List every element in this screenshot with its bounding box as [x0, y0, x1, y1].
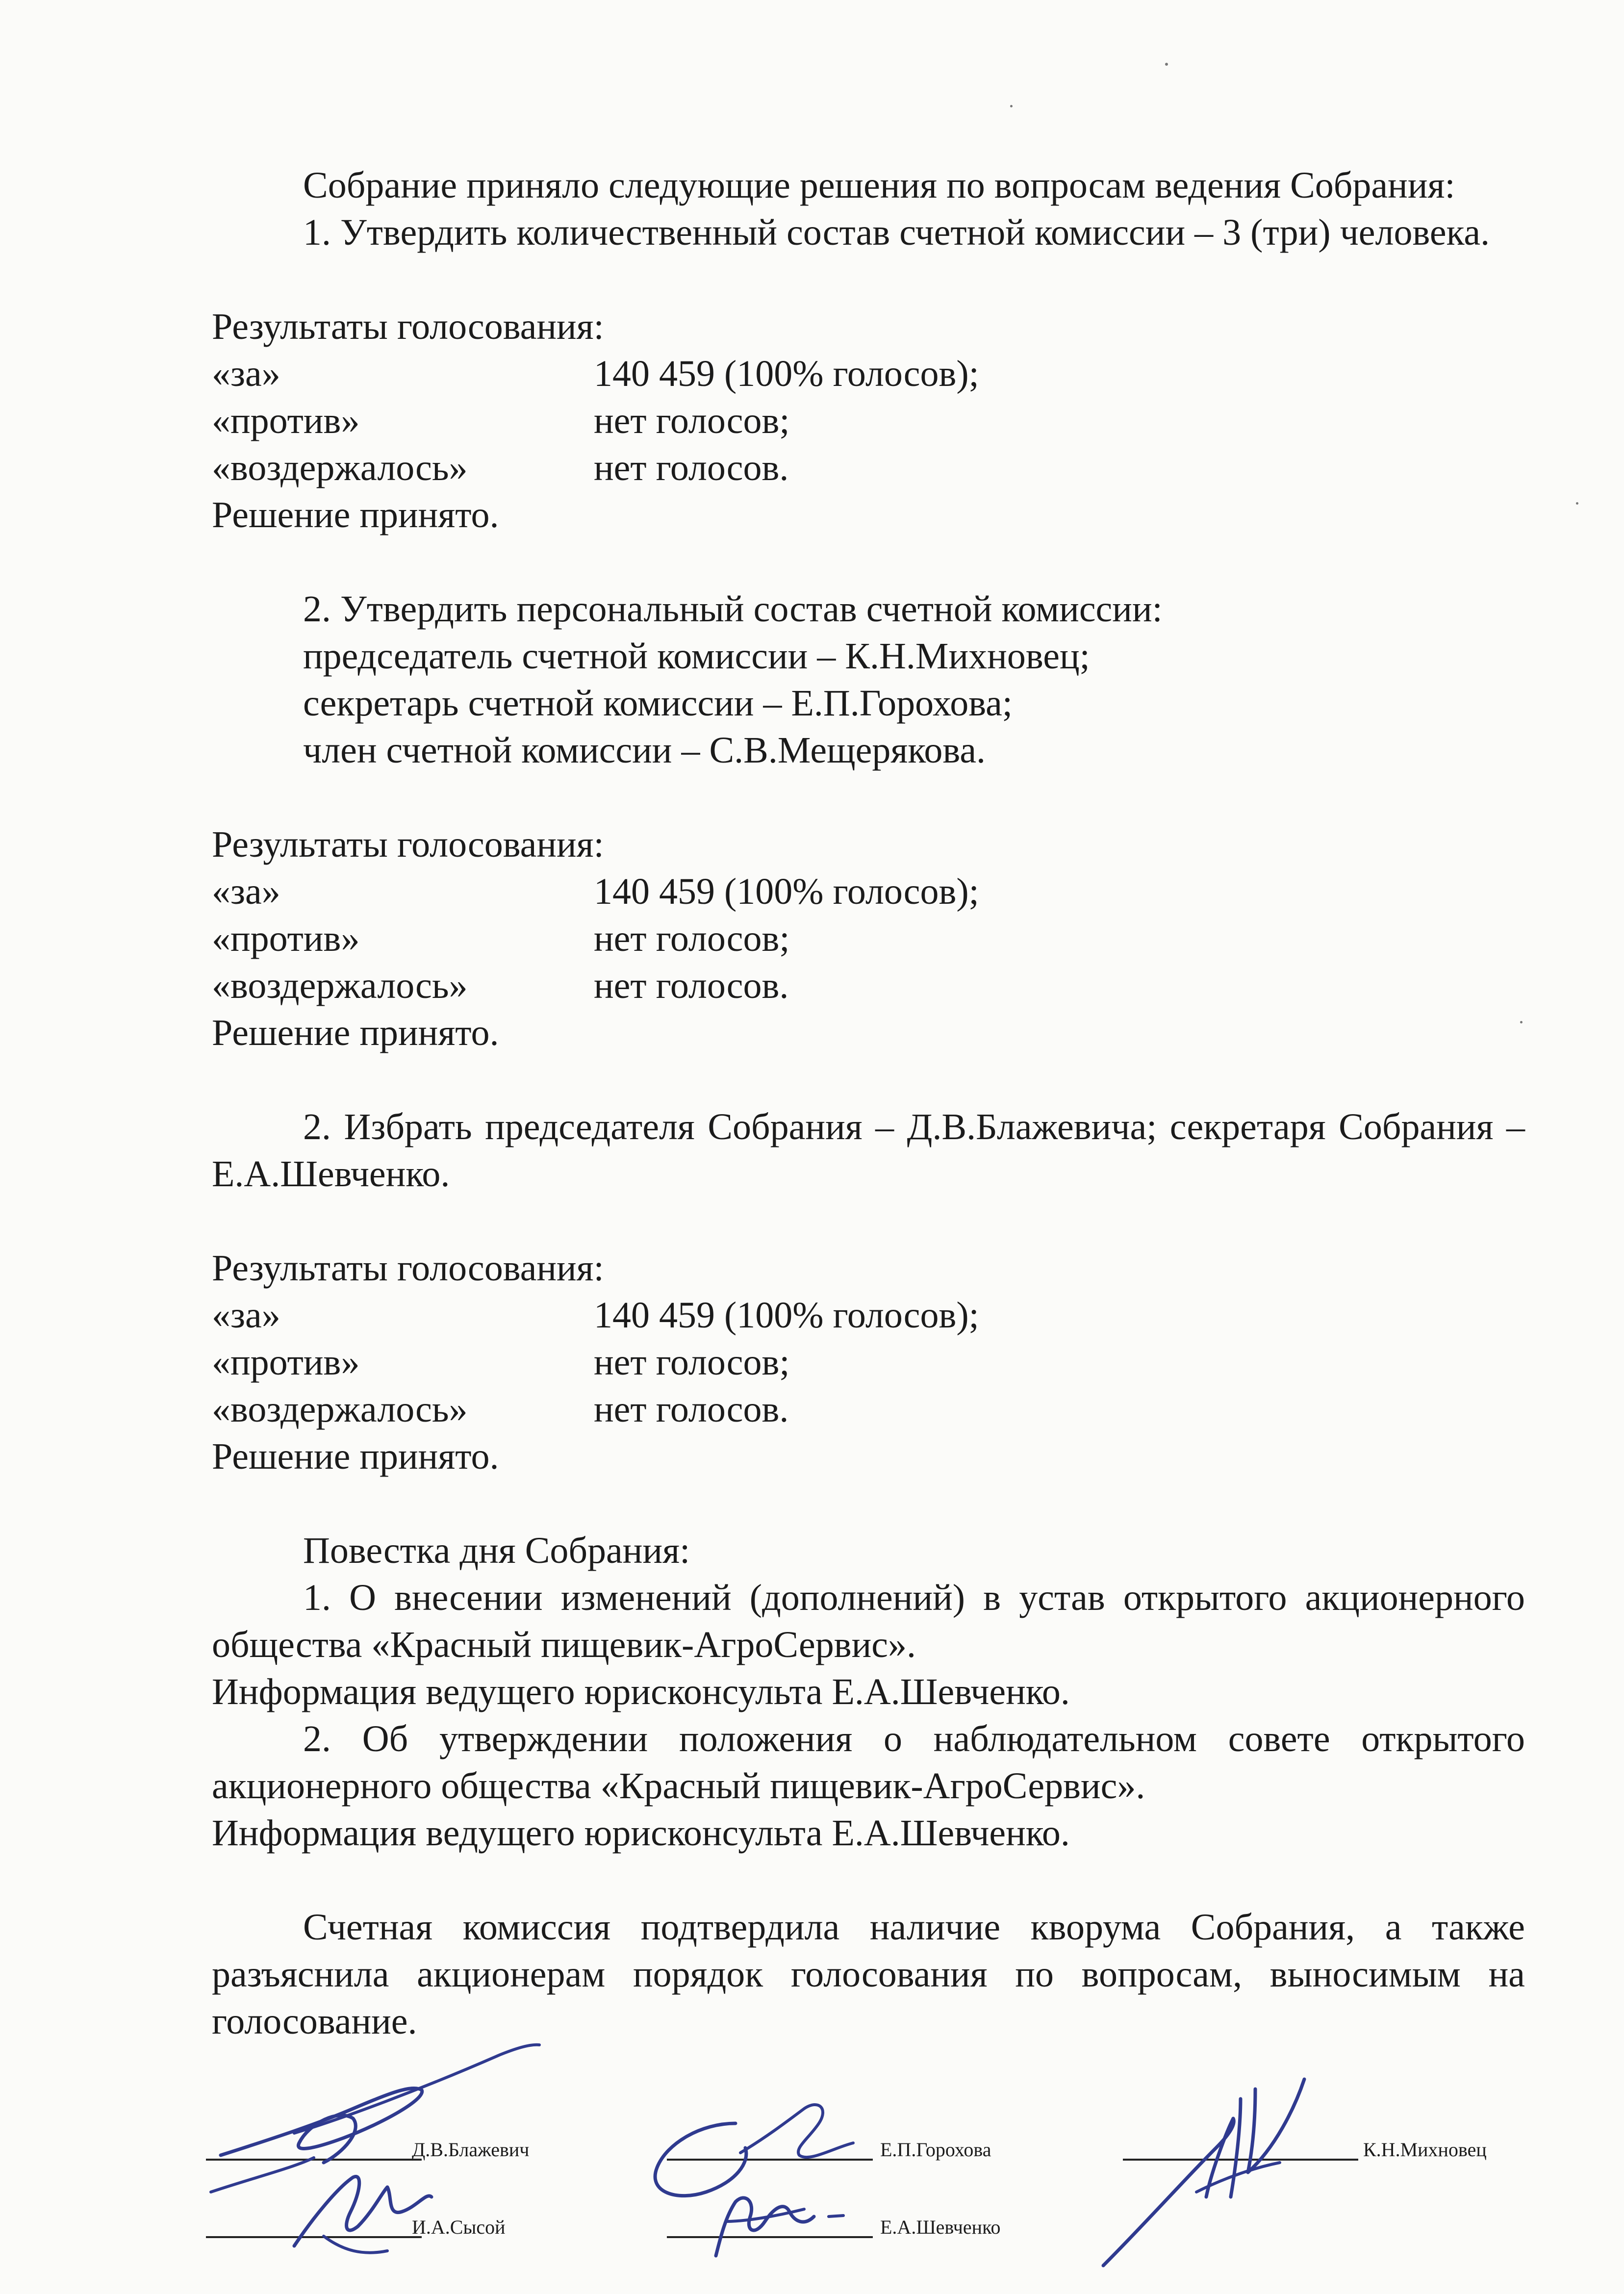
- signature-stroke: [655, 2123, 746, 2196]
- vote-value: нет голосов.: [594, 447, 789, 488]
- signature-stroke: [726, 2209, 843, 2221]
- signature-stroke: [716, 2198, 814, 2256]
- vote-value: нет голосов.: [594, 965, 789, 1006]
- vote-label: «воздержалось»: [212, 965, 468, 1006]
- agenda-item-2: 2. Об утверждении положения о наблюдательном совете открытого акционерного общества «Красный пищевик-АгроСервис».: [212, 1718, 1525, 1807]
- scan-speck: [1520, 1021, 1522, 1023]
- voting-heading: Результаты голосования:: [212, 1248, 604, 1289]
- decision-2-line: председатель счетной комиссии – К.Н.Михновец;: [303, 636, 1090, 677]
- vote-value: нет голосов;: [594, 918, 790, 959]
- vote-label: «воздержалось»: [212, 1389, 468, 1430]
- scan-speck: [1165, 63, 1168, 66]
- signature-stroke: [1196, 2163, 1280, 2192]
- decision-result: Решение принято.: [212, 494, 499, 535]
- vote-label: «против»: [212, 918, 360, 959]
- vote-label: «за»: [212, 1295, 280, 1336]
- vote-value: 140 459 (100% голосов);: [594, 871, 979, 912]
- scan-speck: [1576, 502, 1578, 505]
- voting-heading: Результаты голосования:: [212, 306, 604, 347]
- signature-stroke: [211, 2158, 314, 2192]
- agenda-item-1-info: Информация ведущего юрисконсульта Е.А.Шевченко.: [212, 1671, 1070, 1712]
- agenda-item-1: 1. О внесении изменений (дополнений) в устав открытого акционерного общества «Красный пищевик-АгроСервис».: [212, 1577, 1525, 1665]
- vote-label: «против»: [212, 1342, 360, 1383]
- vote-value: 140 459 (100% голосов);: [594, 1295, 979, 1336]
- signatory-name: Е.А.Шевченко: [880, 2216, 1001, 2238]
- closing-paragraph: Счетная комиссия подтвердила наличие кворума Собрания, а также разъяснила акционерам порядок голосования по вопросам, выносимым на голосование.: [212, 1907, 1525, 2042]
- signatory-name: И.А.Сысой: [412, 2216, 506, 2238]
- vote-label: «против»: [212, 400, 360, 441]
- decision-2-line: секретарь счетной комиссии – Е.П.Горохова;: [303, 683, 1013, 724]
- signatory-name: К.Н.Михновец: [1363, 2139, 1487, 2161]
- decision-2-line: 2. Утвердить персональный состав счетной комиссии:: [303, 588, 1163, 630]
- decision-3-text: 2. Избрать председателя Собрания – Д.В.Блажевича; секретаря Собрания – Е.А.Шевченко.: [212, 1106, 1525, 1195]
- vote-value: нет голосов;: [594, 1342, 790, 1383]
- agenda-item-2-info: Информация ведущего юрисконсульта Е.А.Шевченко.: [212, 1812, 1070, 1854]
- vote-value: нет голосов.: [594, 1389, 789, 1430]
- intro-paragraph: Собрание приняло следующие решения по вопросам ведения Собрания:: [303, 165, 1455, 206]
- decision-1-text: 1. Утвердить количественный состав счетной комиссии – 3 (три) человека.: [303, 212, 1490, 253]
- signature-stroke: [1103, 2118, 1234, 2266]
- vote-label: «за»: [212, 353, 280, 394]
- signature-stroke: [294, 2045, 539, 2133]
- signatory-name: Е.П.Горохова: [880, 2139, 991, 2161]
- decision-result: Решение принято.: [212, 1012, 499, 1053]
- voting-heading: Результаты голосования:: [212, 824, 604, 865]
- decision-result: Решение принято.: [212, 1436, 499, 1477]
- vote-label: «за»: [212, 871, 280, 912]
- vote-value: нет голосов;: [594, 400, 790, 441]
- vote-value: 140 459 (100% голосов);: [594, 353, 979, 394]
- signature-stroke: [1231, 2079, 1304, 2197]
- signature-stroke: [294, 2176, 431, 2246]
- scan-speck: [1010, 105, 1013, 107]
- decision-2-line: член счетной комиссии – С.В.Мещерякова.: [303, 730, 986, 771]
- signatory-name: Д.В.Блажевич: [412, 2139, 530, 2161]
- vote-label: «воздержалось»: [212, 447, 468, 488]
- signature-stroke: [740, 2105, 853, 2157]
- agenda-heading: Повестка дня Собрания:: [303, 1530, 690, 1571]
- signature-stroke: [324, 2236, 387, 2253]
